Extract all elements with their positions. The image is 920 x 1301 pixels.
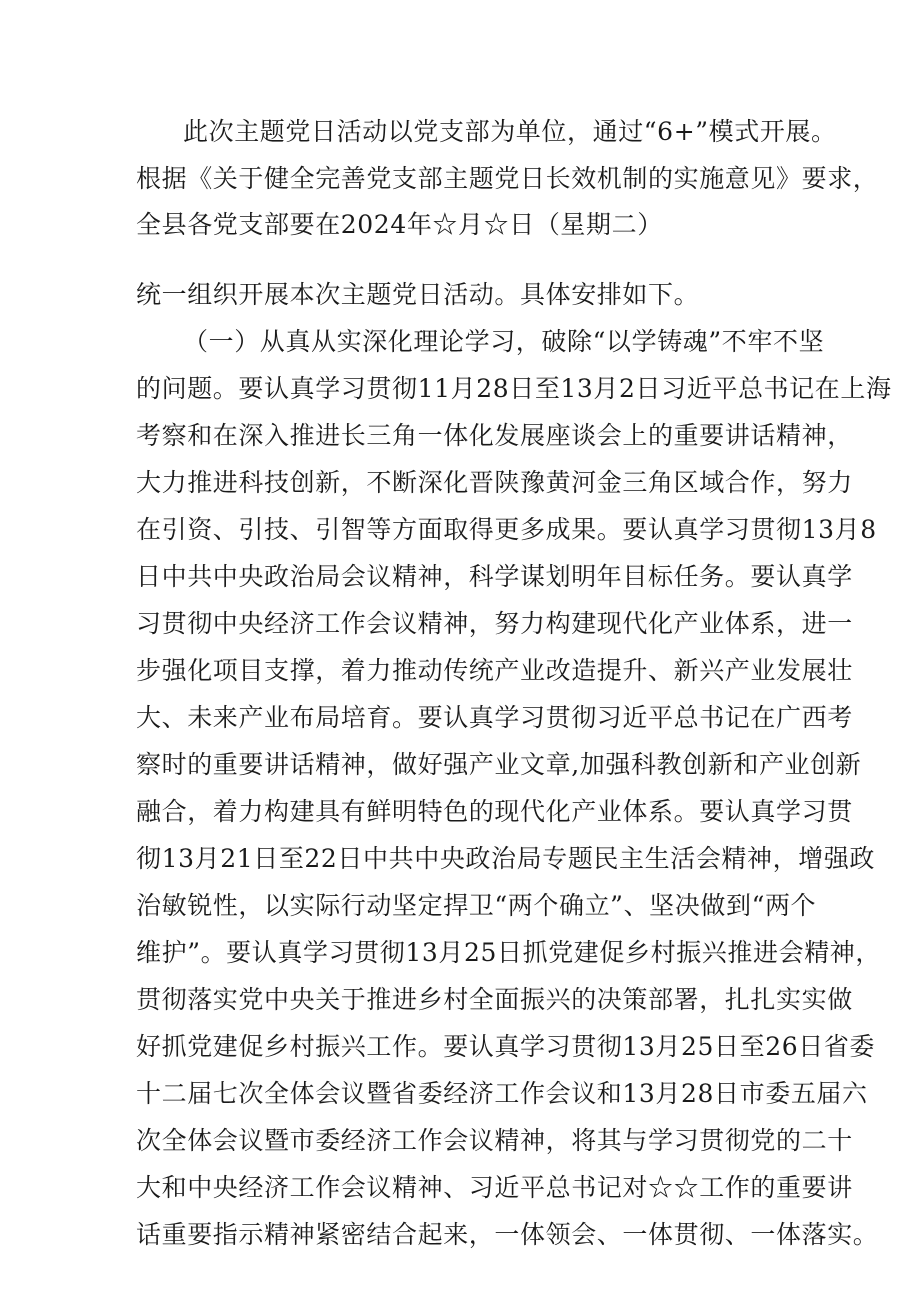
text-line: 大、未来产业布局培育。要认真学习贯彻习近平总书记在广西考: [136, 703, 853, 732]
text-line: 大和中央经济工作会议精神、习近平总书记对☆☆工作的重要讲: [136, 1173, 853, 1202]
text-line: 全县各党支部要在2024年☆月☆日（星期二）: [136, 210, 663, 239]
text-line: 步强化项目支撑，着力推动传统产业改造提升、新兴产业发展壮: [136, 656, 853, 685]
text-line: 贯彻落实党中央关于推进乡村全面振兴的决策部署，扎扎实实做: [136, 985, 853, 1014]
text-line: 好抓党建促乡村振兴工作。要认真学习贯彻13月25日至26日省委: [136, 1032, 876, 1061]
text-line: 维护”。要认真学习贯彻13月25日抓党建促乡村振兴推进会精神，: [136, 938, 882, 967]
text-line: 大力推进科技创新，不断深化晋陕豫黄河金三角区域合作，努力: [136, 468, 853, 497]
text-line: 十二届七次全体会议暨省委经济工作会议和13月28日市委五届六: [136, 1079, 868, 1108]
text-line: 考察和在深入推进长三角一体化发展座谈会上的重要讲话精神，: [136, 421, 853, 450]
text-line: 彻13月21日至22日中共中央政治局专题民主生活会精神，增强政: [136, 844, 876, 873]
text-line: 日中共中央政治局会议精神，科学谋划明年目标任务。要认真学: [136, 562, 853, 591]
text-line: 察时的重要讲话精神，做好强产业文章,加强科教创新和产业创新: [136, 750, 862, 779]
text-line: 融合，着力构建具有鲜明特色的现代化产业体系。要认真学习贯: [136, 797, 853, 826]
text-line: 的问题。要认真学习贯彻11月28日至13月2日习近平总书记在上海: [136, 374, 892, 403]
text-line: 话重要指示精神紧密结合起来，一体领会、一体贯彻、一体落实。: [136, 1220, 879, 1249]
text-line: 治敏锐性，以实际行动坚定捍卫“两个确立”、坚决做到“两个: [136, 891, 817, 920]
text-line: 在引资、引技、引智等方面取得更多成果。要认真学习贯彻13月8: [136, 515, 877, 544]
text-line: 次全体会议暨市委经济工作会议精神，将其与学习贯彻党的二十: [136, 1126, 853, 1155]
text-line: 统一组织开展本次主题党日活动。具体安排如下。: [136, 280, 700, 309]
text-line: 根据《关于健全完善党支部主题党日长效机制的实施意见》要求，: [136, 164, 879, 193]
text-line: （一）从真从实深化理论学习，破除“以学铸魂”不牢不坚: [183, 327, 825, 356]
text-line: 习贯彻中央经济工作会议精神，努力构建现代化产业体系，进一: [136, 609, 853, 638]
text-line: 此次主题党日活动以党支部为单位，通过“6+”模式开展。: [183, 117, 837, 146]
